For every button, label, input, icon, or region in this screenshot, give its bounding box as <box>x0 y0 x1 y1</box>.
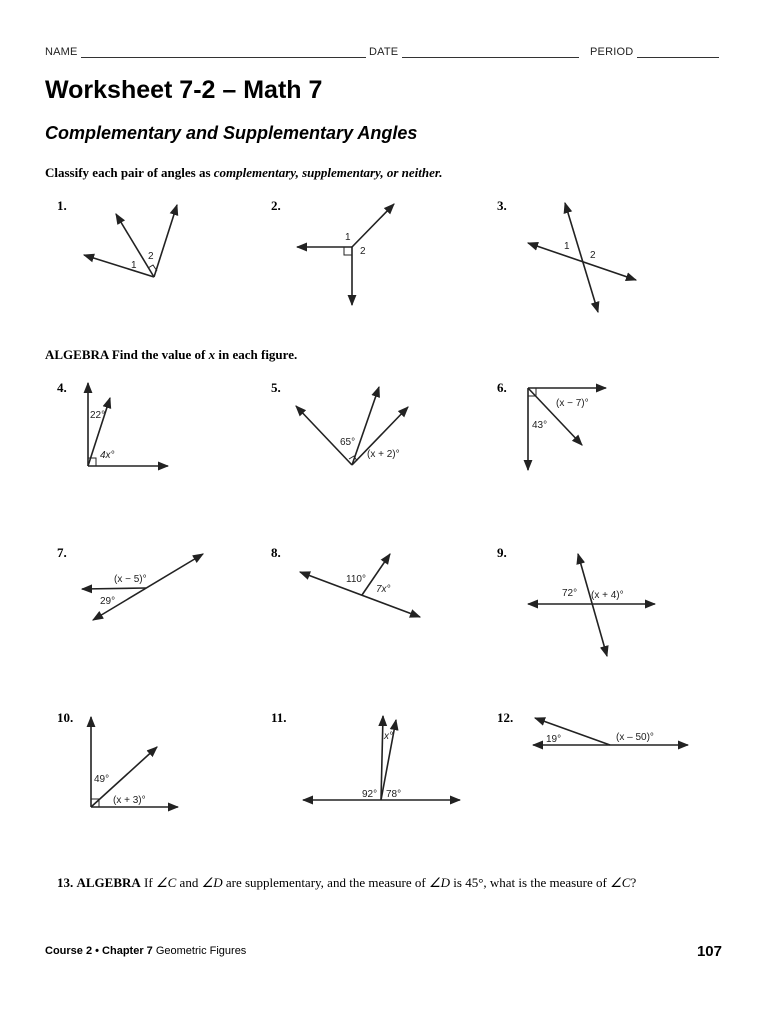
angle-label: (x − 5)° <box>114 574 147 585</box>
algebra-var: x <box>208 347 216 362</box>
angle-label: 72° <box>562 588 578 599</box>
angle-label: x° <box>384 731 393 742</box>
algebra-label: ALGEBRA <box>45 347 109 362</box>
algebra-text: Find the value of <box>108 347 209 362</box>
figure-problem-10 <box>83 712 183 812</box>
problem-number: 9. <box>497 545 507 560</box>
question-text: are supplementary, and the measure of <box>222 875 429 890</box>
problem-number: 8. <box>271 545 281 560</box>
angle-label: (x + 4)° <box>591 590 624 601</box>
algebra-text-2: in each figure. <box>215 347 298 362</box>
algebra-label: ALGEBRA <box>76 875 141 890</box>
angle-label: 1 <box>345 232 351 243</box>
date-line[interactable] <box>402 46 579 58</box>
period-line[interactable] <box>637 46 719 58</box>
figure-problem-7 <box>78 550 208 625</box>
problem-number: 11. <box>271 710 287 725</box>
figure-problem-5 <box>292 382 417 472</box>
date-label: DATE <box>369 46 399 58</box>
problem-number: 12. <box>497 710 514 725</box>
footer-chapter-title: Geometric Figures <box>152 945 247 957</box>
classify-instructions <box>45 165 442 181</box>
problem-number: 1. <box>57 198 67 213</box>
classify-text: Classify each pair of angles as <box>45 165 214 180</box>
angle-d: ∠D <box>201 875 223 890</box>
angle-label: 49° <box>94 774 110 785</box>
date-field[interactable] <box>369 46 579 58</box>
angle-c: ∠C <box>610 875 631 890</box>
angle-label: 110° <box>346 574 366 585</box>
name-field[interactable] <box>45 46 366 58</box>
angle-label: (x + 2)° <box>367 449 400 460</box>
problem-number: 6. <box>497 380 507 395</box>
problem-number: 2. <box>271 198 281 213</box>
page-number: 107 <box>696 943 722 960</box>
angle-label: 92° <box>362 789 378 800</box>
page-subtitle: Complementary and Supplementary Angles <box>45 123 418 143</box>
angle-label: 2 <box>148 251 154 262</box>
figure-problem-11 <box>300 712 465 807</box>
classify-options: complementary, supplementary, or neither. <box>213 165 443 180</box>
problem-number: 7. <box>57 545 67 560</box>
question-text: ? <box>630 875 637 890</box>
question-text: If <box>140 875 156 890</box>
angle-label: 29° <box>100 596 116 607</box>
angle-label: 2 <box>590 250 596 261</box>
period-field[interactable] <box>590 46 719 58</box>
name-line[interactable] <box>81 46 366 58</box>
figure-problem-2 <box>292 200 402 310</box>
angle-c: ∠C <box>155 875 177 890</box>
figure-problem-4 <box>80 378 175 473</box>
figure-problem-6 <box>520 382 615 477</box>
question-number: 13. <box>57 875 74 890</box>
page-title: Worksheet 7-2 – Math 7 <box>45 76 323 104</box>
angle-label: 43° <box>532 420 548 431</box>
footer-course-chapter: Course 2 • Chapter 7 <box>45 945 153 957</box>
problem-number: 5. <box>271 380 281 395</box>
angle-label: 4x° <box>100 450 115 461</box>
angle-label: (x − 7)° <box>556 398 589 409</box>
question-text: is 45°, what is the measure of <box>450 875 611 890</box>
footer-course <box>45 945 246 957</box>
problem-number: 3. <box>497 198 507 213</box>
angle-label: 1 <box>564 241 570 252</box>
angle-label: 78° <box>386 789 402 800</box>
figure-problem-12 <box>530 712 695 757</box>
angle-label: 65° <box>340 437 356 448</box>
question-13 <box>57 875 636 891</box>
question-text: and <box>176 875 202 890</box>
angle-label: 2 <box>360 246 366 257</box>
problem-number: 4. <box>57 380 67 395</box>
angle-label: 22° <box>90 410 106 421</box>
figure-problem-9 <box>525 550 660 660</box>
angle-label: (x – 50)° <box>616 732 654 743</box>
angle-label: (x + 3)° <box>113 795 146 806</box>
angle-d: ∠D <box>428 875 451 890</box>
angle-label: 19° <box>546 734 562 745</box>
figure-problem-3 <box>525 200 640 315</box>
figure-problem-8 <box>296 550 426 625</box>
name-label: NAME <box>45 46 78 58</box>
period-label: PERIOD <box>590 46 634 58</box>
problem-number: 10. <box>57 710 74 725</box>
algebra-instructions <box>45 347 297 363</box>
angle-label: 7x° <box>376 584 391 595</box>
figure-problem-1 <box>75 200 185 280</box>
angle-label: 1 <box>131 260 137 271</box>
